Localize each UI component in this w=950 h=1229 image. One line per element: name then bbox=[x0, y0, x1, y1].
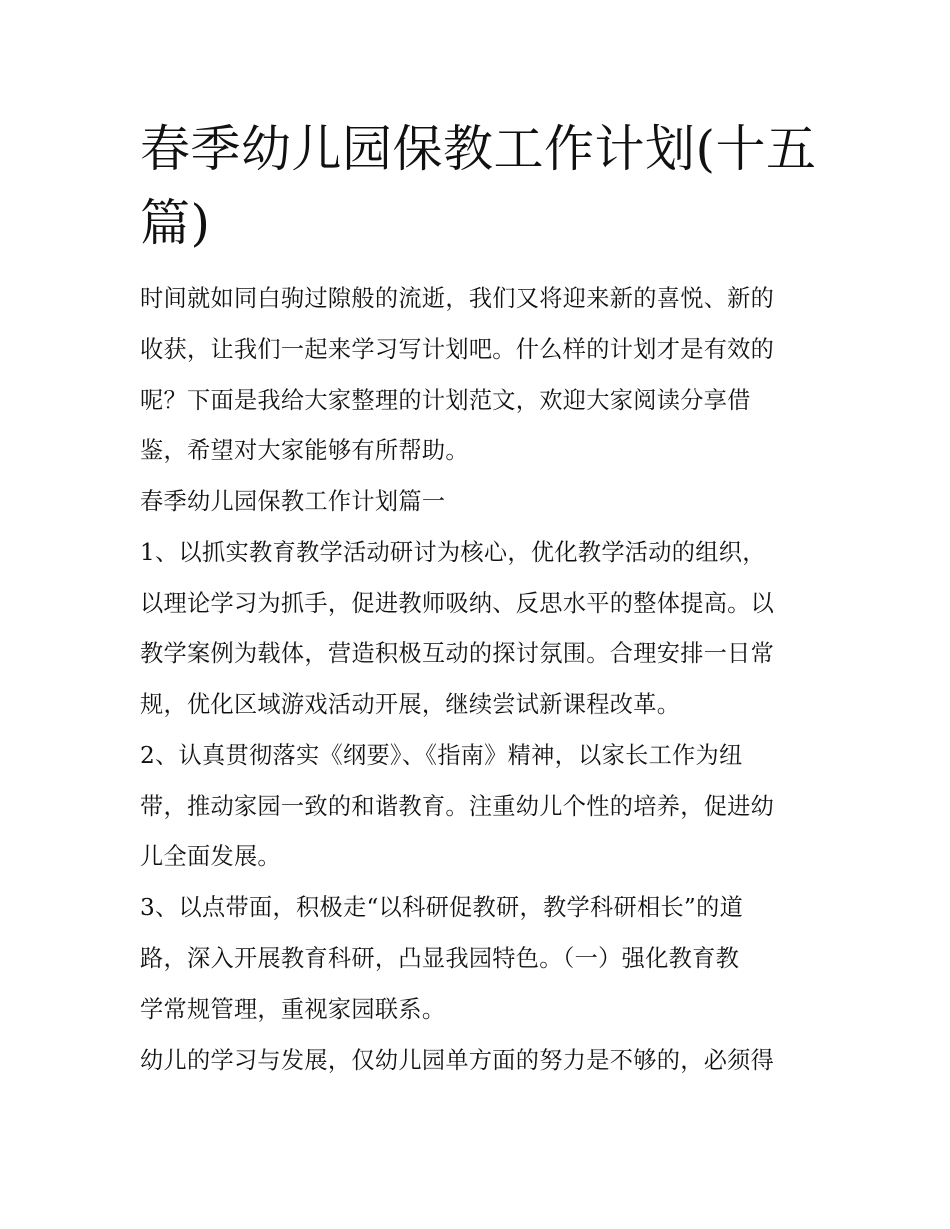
paragraph-line: 幼儿的学习与发展，仅幼儿园单方面的努力是不够的，必须得 bbox=[140, 1047, 775, 1074]
paragraph-line: 带，推动家园一致的和谐教育。注重幼儿个性的培养，促进幼 bbox=[140, 793, 775, 820]
paragraph-line: 1、以抓实教育教学活动研讨为核心，优化教学活动的组织， bbox=[140, 539, 766, 566]
paragraph-line: 路，深入开展教育科研，凸显我园特色。（一）强化教育教 bbox=[140, 945, 740, 972]
paragraph-line: 学常规管理，重视家园联系。 bbox=[140, 996, 446, 1023]
paragraph-line: 规，优化区域游戏活动开展，继续尝试新课程改革。 bbox=[140, 691, 681, 718]
paragraph-line: 时间就如同白驹过隙般的流逝，我们又将迎来新的喜悦、新的 bbox=[140, 285, 775, 312]
paragraph-line: 以理论学习为抓手，促进教师吸纳、反思水平的整体提高。以 bbox=[140, 590, 775, 617]
paragraph-line: 3、以点带面，积极走“以科研促教研，教学科研相长”的道 bbox=[140, 894, 744, 921]
paragraph-line: 2、认真贯彻落实《纲要》、《指南》精神，以家长工作为纽 bbox=[140, 742, 743, 769]
paragraph-line: 收获，让我们一起来学习写计划吧。什么样的计划才是有效的 bbox=[140, 336, 775, 363]
paragraph-line: 教学案例为载体，营造积极互动的探讨氛围。合理安排一日常 bbox=[140, 640, 775, 667]
paragraph-line: 儿全面发展。 bbox=[140, 843, 281, 870]
title-line-1: 春季幼儿园保教工作计划(十五 bbox=[140, 120, 817, 178]
paragraph-line: 呢？下面是我给大家整理的计划范文，欢迎大家阅读分享借 bbox=[140, 387, 751, 414]
document-title bbox=[140, 112, 820, 260]
title-line-2: 篇) bbox=[140, 194, 211, 252]
section-heading: 春季幼儿园保教工作计划篇一 bbox=[140, 488, 446, 515]
paragraph-line: 鉴，希望对大家能够有所帮助。 bbox=[140, 437, 469, 464]
